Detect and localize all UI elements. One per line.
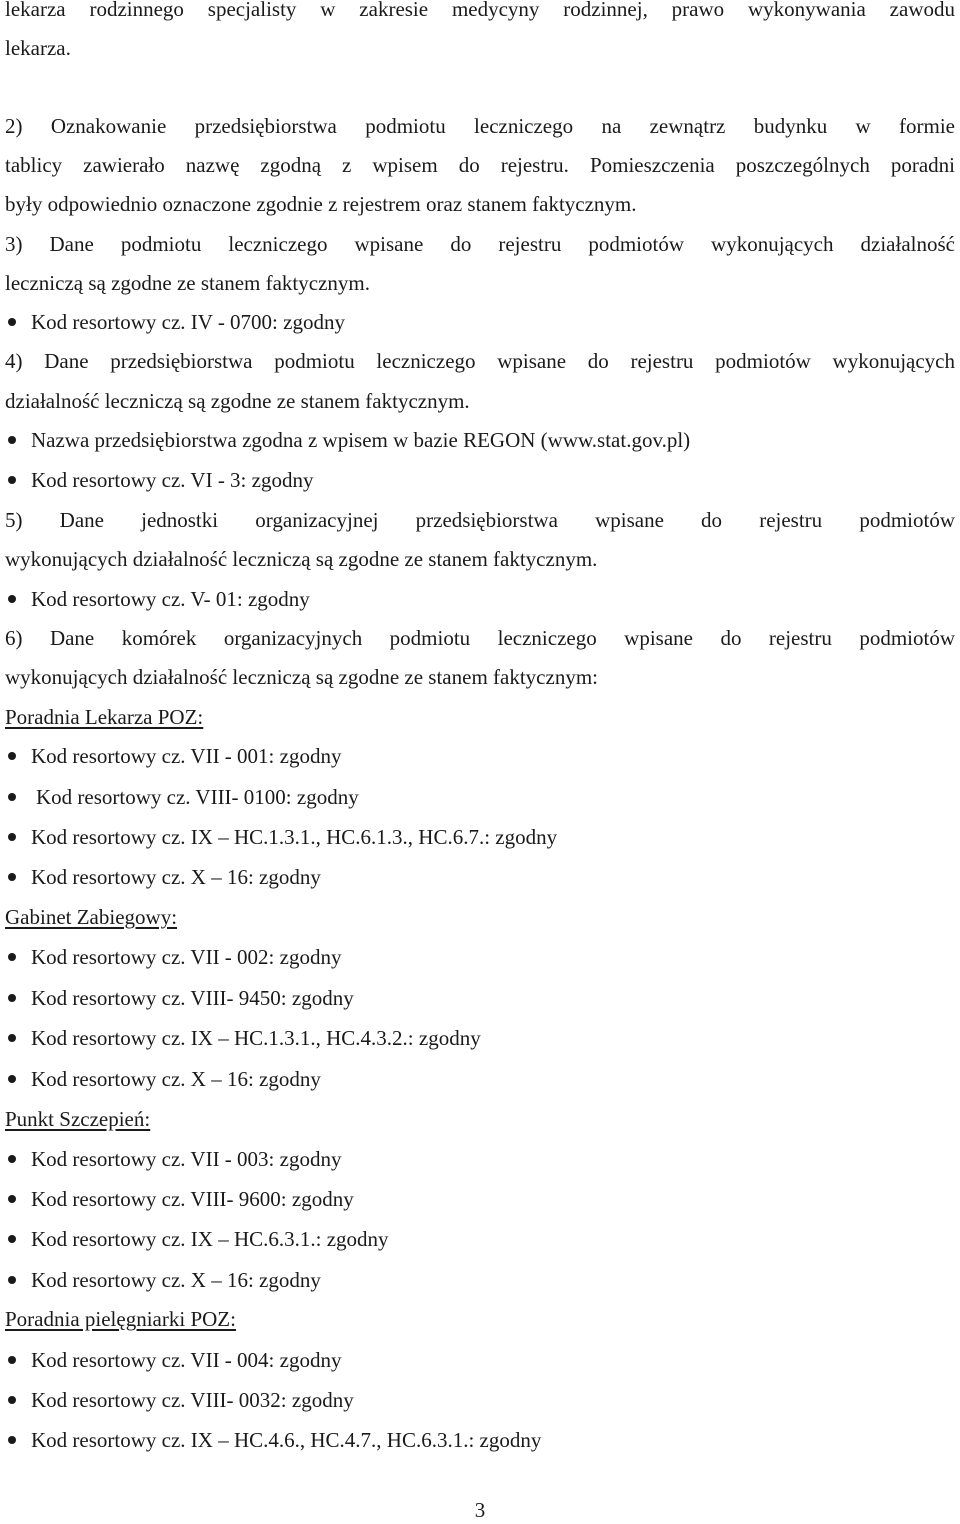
bullet-icon <box>8 476 16 484</box>
list-item-text: Kod resortowy cz. VIII- 9600: zgodny <box>31 1187 354 1211</box>
list-item <box>8 586 958 612</box>
paragraph-line: 2) Oznakowanie przedsiębiorstwa podmiotu leczniczego na zewnątrz budynku w formie <box>5 114 955 138</box>
bullet-icon <box>8 1235 16 1243</box>
list-item <box>8 1066 958 1092</box>
bullet-icon <box>8 833 16 841</box>
page-number: 3 <box>474 1498 486 1522</box>
bullet-icon <box>8 793 16 801</box>
bullet-icon <box>8 1155 16 1163</box>
bullet-icon <box>8 1276 16 1284</box>
section-heading: Poradnia pielęgniarki POZ: <box>5 1307 236 1331</box>
list-item-text: Kod resortowy cz. X – 16: zgodny <box>31 1067 321 1091</box>
paragraph-line: 4) Dane przedsiębiorstwa podmiotu leczniczego wpisane do rejestru podmiotów wykonujących <box>5 349 955 373</box>
paragraph-line: wykonujących działalność leczniczą są zgodne ze stanem faktycznym: <box>5 665 598 689</box>
bullet-icon <box>8 1075 16 1083</box>
list-item <box>8 1146 958 1172</box>
list-item <box>8 1347 958 1373</box>
list-item-text: Kod resortowy cz. VII - 001: zgodny <box>31 744 342 768</box>
list-item <box>8 1427 958 1453</box>
list-item <box>8 467 958 493</box>
bullet-icon <box>8 1356 16 1364</box>
section-heading: Gabinet Zabiegowy: <box>5 905 178 929</box>
bullet-icon <box>8 994 16 1002</box>
bullet-icon <box>8 953 16 961</box>
list-item-text: Kod resortowy cz. VII - 003: zgodny <box>31 1147 342 1171</box>
list-item-text: Kod resortowy cz. VIII- 0032: zgodny <box>31 1388 354 1412</box>
bullet-icon <box>8 873 16 881</box>
list-item <box>8 1387 958 1413</box>
list-item <box>8 309 958 335</box>
paragraph-line: lekarza rodzinnego specjalisty w zakresie medycyny rodzinnej, prawo wykonywania zawodu <box>5 0 955 21</box>
list-item <box>8 1025 958 1051</box>
bullet-icon <box>8 1195 16 1203</box>
list-item-text: Kod resortowy cz. VII - 004: zgodny <box>31 1348 342 1372</box>
section-heading: Poradnia Lekarza POZ: <box>5 705 204 729</box>
bullet-icon <box>8 318 16 326</box>
bullet-icon <box>8 1436 16 1444</box>
list-item-text: Kod resortowy cz. IV - 0700: zgodny <box>31 310 345 334</box>
list-item <box>8 864 958 890</box>
list-item <box>8 985 958 1011</box>
section-heading: Punkt Szczepień: <box>5 1107 151 1131</box>
list-item <box>8 427 958 453</box>
paragraph-line: leczniczą są zgodne ze stanem faktycznym. <box>5 271 370 295</box>
list-item-text: Kod resortowy cz. IX – HC.4.6., HC.4.7., HC.6.3.1.: zgodny <box>31 1428 542 1452</box>
paragraph-line: lekarza. <box>5 36 71 60</box>
bullet-icon <box>8 595 16 603</box>
list-item-text: Kod resortowy cz. VIII- 9450: zgodny <box>31 986 354 1010</box>
list-item-text: Kod resortowy cz. VI - 3: zgodny <box>31 468 314 492</box>
bullet-icon <box>8 752 16 760</box>
list-item <box>8 743 958 769</box>
paragraph-line: były odpowiednio oznaczone zgodnie z rejestrem oraz stanem faktycznym. <box>5 192 637 216</box>
list-item <box>8 1267 958 1293</box>
list-item <box>8 1226 958 1252</box>
list-item-text: Kod resortowy cz. IX – HC.6.3.1.: zgodny <box>31 1227 389 1251</box>
list-item-text: Kod resortowy cz. X – 16: zgodny <box>31 1268 321 1292</box>
bullet-icon <box>8 436 16 444</box>
list-item-text: Kod resortowy cz. VII - 002: zgodny <box>31 945 342 969</box>
bullet-icon <box>8 1396 16 1404</box>
list-item <box>8 944 958 970</box>
list-item-text: Kod resortowy cz. IX – HC.1.3.1., HC.4.3.2.: zgodny <box>31 1026 481 1050</box>
list-item <box>8 1186 958 1212</box>
list-item-text: Kod resortowy cz. X – 16: zgodny <box>31 865 321 889</box>
paragraph-line: tablicy zawierało nazwę zgodną z wpisem do rejestru. Pomieszczenia poszczególnych poradni <box>5 153 955 177</box>
paragraph-line: działalność leczniczą są zgodne ze stanem faktycznym. <box>5 389 470 413</box>
list-item-text: Kod resortowy cz. IX – HC.1.3.1., HC.6.1.3., HC.6.7.: zgodny <box>31 825 558 849</box>
list-item-text: Kod resortowy cz. V- 01: zgodny <box>31 587 310 611</box>
list-item <box>8 824 958 850</box>
bullet-icon <box>8 1034 16 1042</box>
list-item-text: Kod resortowy cz. VIII- 0100: zgodny <box>36 785 359 809</box>
paragraph-line: 5) Dane jednostki organizacyjnej przedsiębiorstwa wpisane do rejestru podmiotów <box>5 508 955 532</box>
list-item-text: Nazwa przedsiębiorstwa zgodna z wpisem w bazie REGON (www.stat.gov.pl) <box>31 428 691 452</box>
list-item <box>8 784 958 810</box>
paragraph-line: wykonujących działalność leczniczą są zgodne ze stanem faktycznym. <box>5 547 598 571</box>
paragraph-line: 6) Dane komórek organizacyjnych podmiotu leczniczego wpisane do rejestru podmiotów <box>5 626 955 650</box>
paragraph-line: 3) Dane podmiotu leczniczego wpisane do rejestru podmiotów wykonujących działalność <box>5 232 955 256</box>
